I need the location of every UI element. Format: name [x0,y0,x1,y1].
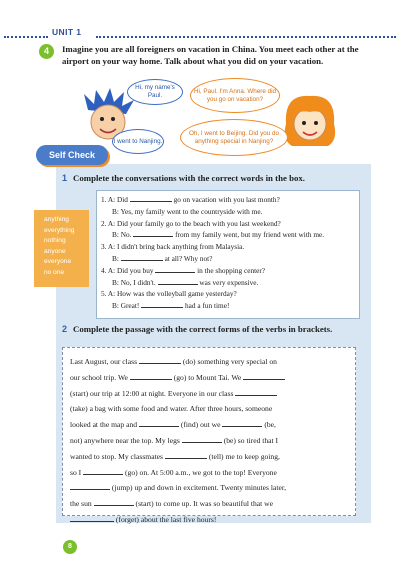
word-box [34,210,89,287]
speech-bubble-paul-greeting: Hi, my name's Paul. [127,79,183,105]
word-box-item: no one [44,268,65,276]
passage-box [62,347,356,524]
answer-blank[interactable] [139,419,179,427]
section2-heading [62,324,332,334]
girl-face-icon [280,90,340,152]
passage-line: so I (go) on. At 5:00 a.m., we got to the top! Everyone [70,467,277,477]
speech-bubble-paul-nanjing: I went to Nanjing. [112,129,164,154]
answer-blank[interactable] [70,514,114,522]
conversation-line: 3. A: I didn't bring back anything from Malaysia. [101,242,245,252]
answer-blank[interactable] [155,265,195,273]
page-number: 8 [63,540,77,554]
passage-line: Last August, our class (do) something very special on [70,357,277,366]
passage-line: looked at the map and (find) out we (be, [70,420,276,430]
header-dots-right [96,36,396,38]
conversation-line: 5. A: How was the volleyball game yesterday? [101,289,237,299]
word-box-item: nothing [44,237,66,244]
header-dots-left [4,36,48,38]
passage-line: wanted to stop. My classmates (tell) me to keep going, [70,451,280,461]
conversation-line: B: at all? Why not? [112,253,213,263]
answer-blank[interactable] [141,300,183,308]
passage-line: the sun (start) to come up. It was so beautiful that we [70,499,274,509]
speech-bubble-anna-question: Hi, Paul. I'm Anna. Where did you go on vacation? [190,78,280,113]
word-box-item: everyone [44,258,72,265]
conversation-line: B: Yes, my family went to the countryside with me. [112,206,263,216]
passage-line: our school trip. We (go) to Mount Tai. We [70,370,347,386]
task-instruction: Imagine you are all foreigners on vacation in China. You meet each other at the airport on your way home. Talk about what you did on your vacation. [62,44,359,66]
answer-blank[interactable] [182,435,222,443]
conversation-line: 1. A: Did go on vacation with you last month? [101,195,280,204]
answer-blank[interactable] [165,451,207,459]
answer-blank[interactable] [222,419,262,427]
section2-number: 2 [62,324,68,334]
conversation-line: B: No. from my family went, but my friend went with me. [112,230,325,240]
section1-heading [62,173,305,183]
self-check-badge: Self Check [36,145,108,165]
answer-blank[interactable] [83,467,123,475]
passage-line: (start) our trip at 12:00 at night. Everyone in our class [70,386,347,402]
word-box-item: anyone [44,247,66,255]
conversation-box [96,190,360,319]
speech-bubble-anna-beijing: Oh, I went to Beijing. Did you do anything special in Nanjing? [180,119,288,156]
answer-blank[interactable] [243,372,285,380]
conversation-line: 4. A: Did you buy in the shopping center? [101,265,266,275]
word-box-item: everything [44,226,75,234]
section1-number: 1 [62,173,68,183]
conversation-line: 2. A: Did your family go to the beach with you last weekend? [101,218,281,228]
answer-blank[interactable] [70,482,110,490]
passage-line: (forget) about the last five hours! [70,512,347,528]
answer-blank[interactable] [139,356,181,364]
passage-line: (take) a bag with some food and water. After three hours, someone [70,404,273,414]
section1-title: Complete the conversations with the correct words in the box. [73,173,305,183]
section2-title: Complete the passage with the correct forms of the verbs in brackets. [73,324,333,334]
answer-blank[interactable] [130,194,172,202]
conversation-line: B: No, I didn't. was very expensive. [112,277,259,287]
word-box-item: anything [44,216,69,223]
answer-blank[interactable] [158,277,198,285]
conversation-line: B: Great! had a fun time! [112,301,230,311]
answer-blank[interactable] [130,372,172,380]
task-number-badge: 4 [39,44,54,59]
answer-blank[interactable] [121,253,163,261]
passage-line: (jump) up and down in excitement. Twenty minutes later, [70,480,347,496]
answer-blank[interactable] [94,498,134,506]
unit-label: UNIT 1 [52,27,82,37]
answer-blank[interactable] [133,229,173,237]
passage-line: not) anywhere near the top. My legs (be) so tired that I [70,435,279,445]
answer-blank[interactable] [235,388,277,396]
